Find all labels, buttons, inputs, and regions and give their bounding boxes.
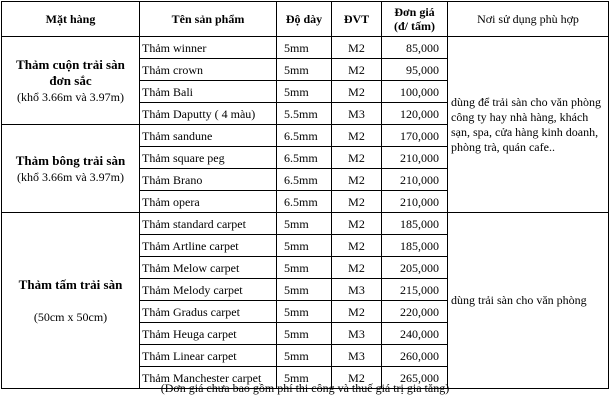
category-cell [2, 125, 140, 213]
product-unit: M2 [332, 235, 382, 257]
header-price-line1: Đơn giá [394, 5, 435, 19]
product-price: 265,000 [382, 367, 448, 389]
usage-line: công ty hay nhà hàng, khách sạn, spa, cửa hàng kinh doanh, phòng trà, quán cafe.. [451, 109, 599, 154]
product-thickness: 5mm [277, 59, 332, 81]
product-price: 260,000 [382, 345, 448, 367]
product-unit: M2 [332, 257, 382, 279]
product-name: Thảm winner [140, 37, 277, 59]
product-price: 85,000 [382, 37, 448, 59]
product-thickness: 5mm [277, 235, 332, 257]
product-thickness: 6.5mm [277, 125, 332, 147]
product-unit: M3 [332, 345, 382, 367]
product-price: 220,000 [382, 301, 448, 323]
product-unit: M2 [332, 81, 382, 103]
product-thickness: 6.5mm [277, 169, 332, 191]
product-thickness: 5mm [277, 367, 332, 389]
product-name: Thảm Melow carpet [140, 257, 277, 279]
product-unit: M2 [332, 125, 382, 147]
category-subtitle: (khổ 3.66m và 3.97m) [17, 169, 124, 184]
product-name: Thảm Manchester carpet [140, 367, 277, 389]
product-name: Thảm sandune [140, 125, 277, 147]
product-price: 210,000 [382, 191, 448, 213]
category-title: Thảm cuộn trải sàn đơn sắc [16, 56, 125, 88]
product-price: 185,000 [382, 213, 448, 235]
product-name: Thảm Artline carpet [140, 235, 277, 257]
category-cell [2, 37, 140, 125]
product-price: 170,000 [382, 125, 448, 147]
product-name: Thảm standard carpet [140, 213, 277, 235]
product-thickness: 5.5mm [277, 103, 332, 125]
product-name: Thảm Brano [140, 169, 277, 191]
header-price [382, 2, 448, 37]
product-unit: M3 [332, 323, 382, 345]
header-row [2, 2, 609, 37]
product-name: Thảm Linear carpet [140, 345, 277, 367]
product-price: 205,000 [382, 257, 448, 279]
product-price: 120,000 [382, 103, 448, 125]
product-unit: M3 [332, 103, 382, 125]
product-thickness: 5mm [277, 213, 332, 235]
product-name: Thảm opera [140, 191, 277, 213]
price-table [1, 1, 609, 389]
category-subtitle: (khổ 3.66m và 3.97m) [17, 89, 124, 104]
product-unit: M2 [332, 191, 382, 213]
product-thickness: 6.5mm [277, 147, 332, 169]
category-title: Thảm tấm trải sàn [18, 276, 123, 292]
product-price: 185,000 [382, 235, 448, 257]
product-thickness: 5mm [277, 323, 332, 345]
product-name: Thảm Daputty ( 4 màu) [140, 103, 277, 125]
product-unit: M2 [332, 147, 382, 169]
product-unit: M2 [332, 367, 382, 389]
header-product: Tên sản phẩm [140, 2, 277, 37]
header-price-line2: (đ/ tấm) [394, 19, 435, 33]
usage-cell [448, 213, 609, 389]
product-thickness: 5mm [277, 257, 332, 279]
product-price: 215,000 [382, 279, 448, 301]
product-unit: M2 [332, 59, 382, 81]
product-thickness: 5mm [277, 345, 332, 367]
product-name: Thảm Bali [140, 81, 277, 103]
product-price: 100,000 [382, 81, 448, 103]
product-thickness: 5mm [277, 301, 332, 323]
usage-cell [448, 37, 609, 213]
category-cell [2, 213, 140, 389]
product-thickness: 5mm [277, 279, 332, 301]
usage-line: dùng trải sàn cho văn phòng [451, 293, 587, 307]
product-thickness: 5mm [277, 37, 332, 59]
product-unit: M2 [332, 301, 382, 323]
product-thickness: 6.5mm [277, 191, 332, 213]
table-row [2, 213, 609, 235]
product-unit: M2 [332, 213, 382, 235]
product-price: 210,000 [382, 169, 448, 191]
header-usage: Nơi sử dụng phù hợp [448, 2, 609, 37]
product-name: Thảm crown [140, 59, 277, 81]
product-unit: M2 [332, 37, 382, 59]
product-name: Thảm Gradus carpet [140, 301, 277, 323]
product-unit: M3 [332, 279, 382, 301]
header-unit: ĐVT [332, 2, 382, 37]
product-name: Thảm Heuga carpet [140, 323, 277, 345]
header-category: Mặt hàng [2, 2, 140, 37]
product-thickness: 5mm [277, 81, 332, 103]
category-subtitle: (50cm x 50cm) [33, 309, 108, 324]
product-price: 210,000 [382, 147, 448, 169]
product-name: Thảm square peg [140, 147, 277, 169]
table-row [2, 37, 609, 59]
product-unit: M2 [332, 169, 382, 191]
product-name: Thảm Melody carpet [140, 279, 277, 301]
usage-line: dùng để trải sàn cho văn phòng [451, 94, 601, 109]
header-thickness: Độ dày [277, 2, 332, 37]
footnote: (Đơn giá chưa bao gồm phí thi công và thuế giá trị gia tăng) [160, 381, 450, 395]
product-price: 95,000 [382, 59, 448, 81]
category-title: Thảm bông trải sàn [15, 152, 126, 168]
product-price: 240,000 [382, 323, 448, 345]
